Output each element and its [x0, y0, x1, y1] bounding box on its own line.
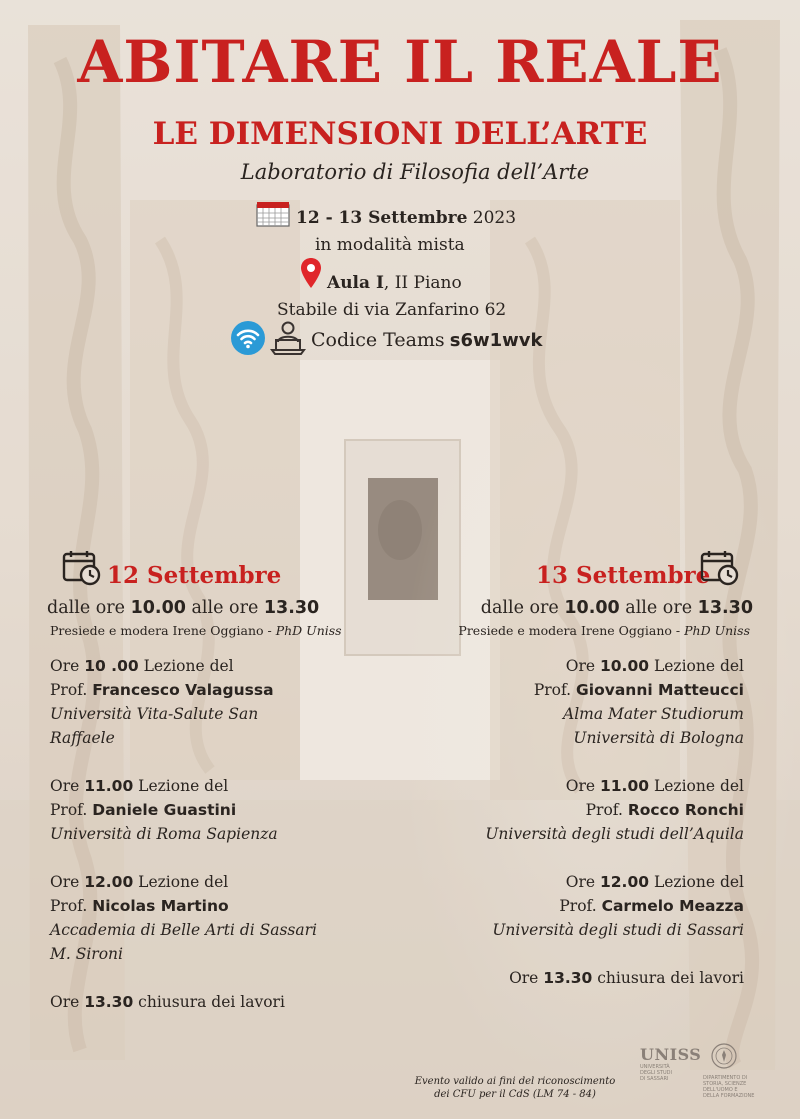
event-dates: 12 - 13 Settembre 2023 — [296, 208, 517, 228]
lecture-block: Ore 12.00 Lezione del Prof. Carmelo Meazza Università degli studi di Sassari — [492, 873, 744, 939]
day1-moderator: Presiede e modera Irene Oggiano - PhD Uniss — [50, 623, 342, 638]
wifi-icon — [230, 320, 266, 360]
calendar-clock-icon — [700, 550, 740, 590]
page-subtitle: LE DIMENSIONI DELL’ARTE — [152, 116, 648, 152]
day1-time: dalle ore 10.00 alle ore 13.30 — [47, 598, 320, 618]
cfu-note: Evento valido ai fini del riconoscimento dei CFU per il CdS (LM 74 - 84) — [414, 1076, 616, 1100]
day2-moderator: Presiede e modera Irene Oggiano - PhD Uniss — [458, 623, 750, 638]
day1-program — [50, 654, 317, 1014]
uniss-seal-icon — [710, 1042, 738, 1074]
page-title: ABITARE IL REALE — [77, 28, 723, 96]
location-pin-icon — [300, 257, 322, 293]
lecture-block: Ore 11.00 Lezione del Prof. Rocco Ronchi Università degli studi dell’Aquila — [485, 777, 744, 843]
laboratory-label: Laboratorio di Filosofia dell’Arte — [240, 160, 590, 184]
laptop-user-icon — [270, 320, 306, 360]
lecture-block: Ore 10.00 Lezione del Prof. Giovanni Matteucci Alma Mater Studiorum Università di Bologna — [533, 657, 744, 747]
lecture-block: Ore 11.00 Lezione del Prof. Daniele Guastini Università di Roma Sapienza — [50, 777, 278, 843]
calendar-icon — [255, 201, 291, 231]
event-room: Aula I, II Piano — [327, 273, 462, 293]
event-building: Stabile di via Zanfarino 62 — [277, 300, 507, 320]
event-mode: in modalità mista — [315, 235, 465, 255]
day2-program — [485, 654, 744, 990]
day2-closing: Ore 13.30 chiusura dei lavori — [509, 969, 744, 987]
day2-title: 13 Settembre — [536, 562, 711, 589]
department-label: DIPARTIMENTO DI STORIA, SCIENZE DELL'UOMO E DELLA FORMAZIONE — [703, 1075, 755, 1099]
lecture-block: Ore 12.00 Lezione del Prof. Nicolas Martino Accademia di Belle Arti di Sassari M. Sironi — [50, 873, 317, 963]
calendar-clock-icon — [62, 550, 102, 590]
teams-code: Codice Teams s6w1wvk — [311, 329, 543, 351]
day1-title: 12 Settembre — [107, 562, 282, 589]
lecture-block: Ore 10 .00 Lezione del Prof. Francesco Valagussa Università Vita-Salute San Raffaele — [50, 657, 274, 747]
day1-closing: Ore 13.30 chiusura dei lavori — [50, 993, 285, 1011]
day2-time: dalle ore 10.00 alle ore 13.30 — [480, 598, 753, 618]
uniss-logo: UNISS UNIVERSITÀ DEGLI STUDI DI SASSARI — [640, 1045, 702, 1082]
